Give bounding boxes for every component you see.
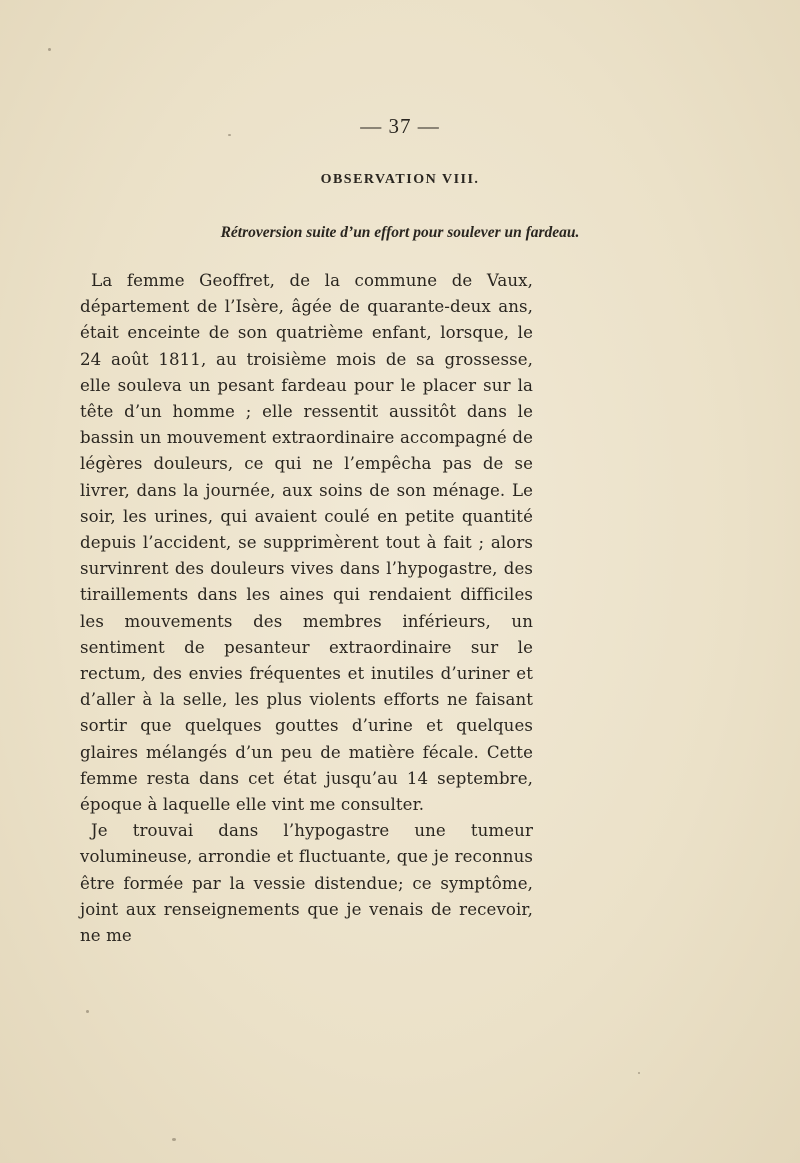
observation-subtitle: Rétroversion suite d’un effort pour soulever un fardeau. xyxy=(220,224,580,241)
paper-speck xyxy=(172,1138,176,1141)
page-number: — 37 — xyxy=(360,114,440,138)
paragraph: Je trouvai dans l’hypogastre une tumeur volumineuse, arrondie et fluctuante, que je reconnus être formée par la vessie distendue; ce symptôme, joint aux renseignements que je venais de recevoir, ne me xyxy=(80,821,533,946)
section-title: OBSERVATION VIII. xyxy=(320,172,480,187)
paper-speck xyxy=(48,48,51,51)
paper-speck xyxy=(228,134,231,136)
paragraph: La femme Geoffret, de la commune de Vaux, département de l’Isère, âgée de quarante-deux ans, était enceinte de son quatrième enfant, lorsque, le 24 août 1811, au troisième mois de sa grossesse, elle souleva un pesant fardeau pour le placer sur la tête d’un homme ; elle ressentit aussitôt dans le bassin un mouvement extraordinaire accompagné de légères douleurs, ce qui ne l’empêcha pas de se livrer, dans la journée, aux soins de son ménage. Le soir, les urines, qui avaient coulé en petite quantité depuis l’accident, se supprimèrent tout à fait ; alors survinrent des douleurs vives dans l’hypogastre, des tiraillements dans les aines qui rendaient difficiles les mouvements des membres inférieurs, un sentiment de pesanteur extraordinaire sur le rectum, des envies fréquentes et inutiles d’uriner et d’aller à la selle, les plus violents efforts ne faisant sortir que quelques gouttes d’urine et quelques glaires mélangés d’un peu de matière fécale. Cette femme resta dans cet état jusqu’au 14 septembre, époque à laquelle elle vint me consulter. xyxy=(80,271,533,815)
body-text xyxy=(80,268,533,949)
paper-speck xyxy=(86,1010,89,1013)
paper-speck xyxy=(638,1072,640,1074)
